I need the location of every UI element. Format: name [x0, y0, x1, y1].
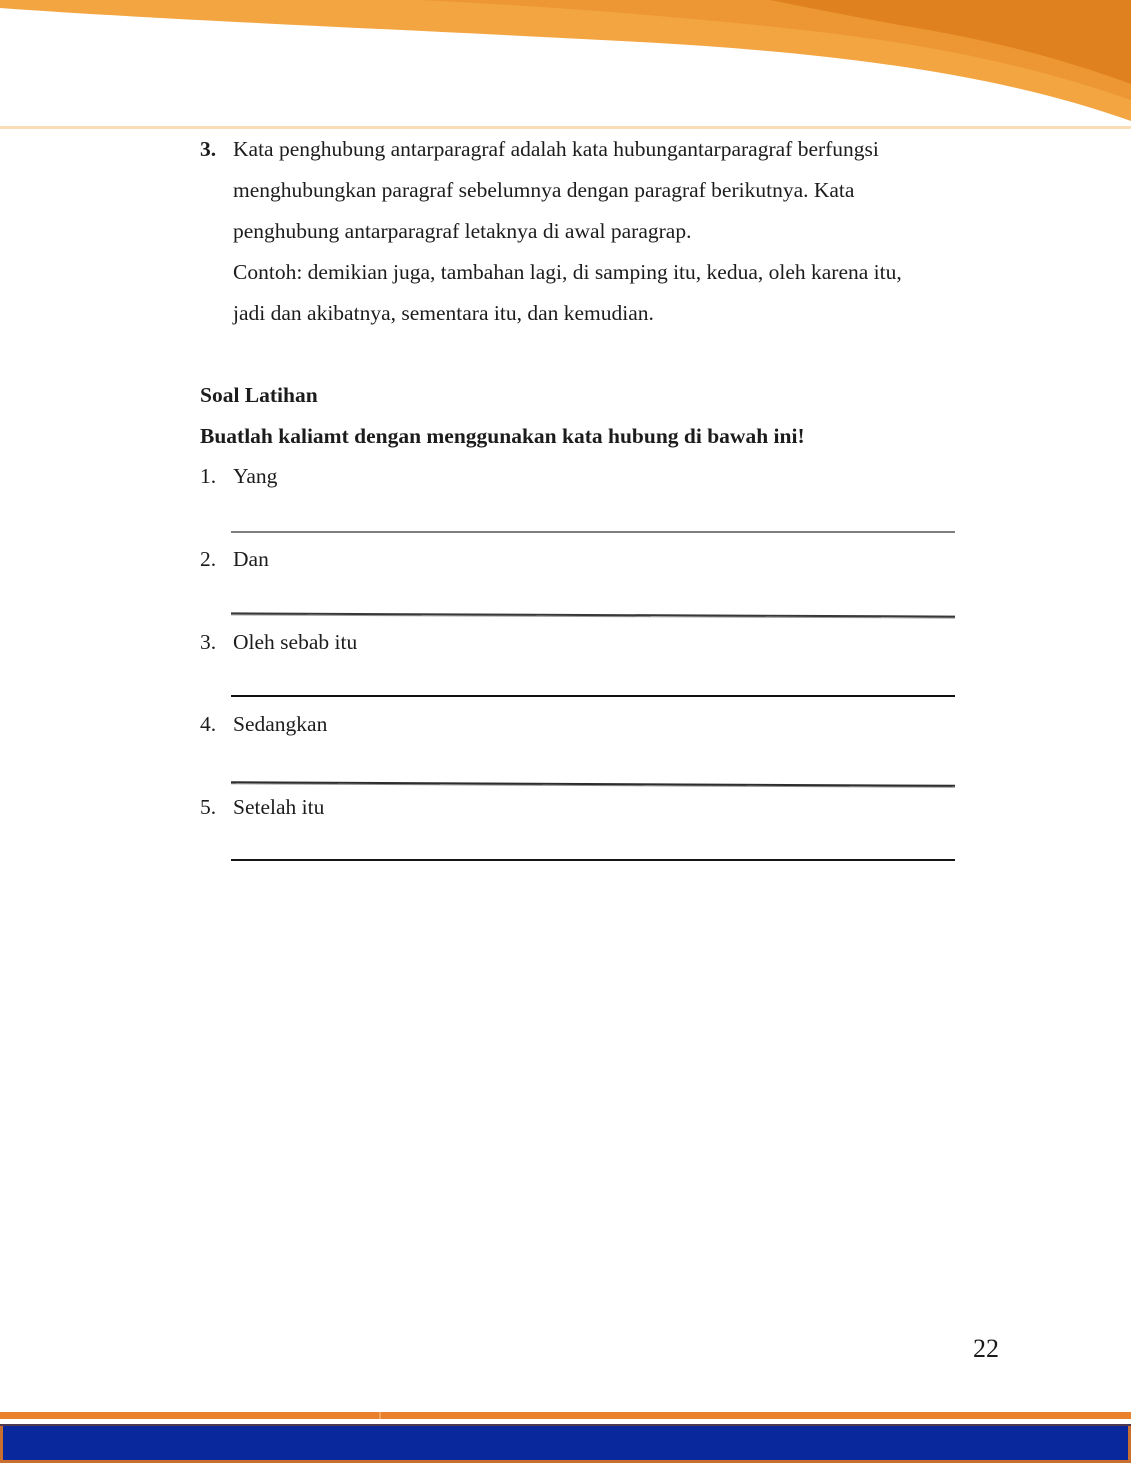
exercise-item-5-number: 5. [200, 795, 217, 819]
answer-line-1 [231, 531, 955, 533]
exercise-instruction: Buatlah kaliamt dengan menggunakan kata hubung di bawah ini! [200, 424, 805, 448]
footer-orange-bar [0, 1412, 1131, 1419]
exercise-item-3-number: 3. [200, 630, 217, 654]
item3-line-5: jadi dan akibatnya, sementara itu, dan kemudian. [233, 301, 654, 325]
exercise-item-4-number: 4. [200, 712, 217, 736]
item3-text [233, 129, 1020, 334]
exercise-item-4 [200, 710, 327, 738]
paragraph-item-3 [200, 129, 1020, 334]
exercise-item-2 [200, 545, 269, 573]
exercise-item-5 [200, 793, 324, 821]
header-wave-graphic [0, 0, 1131, 130]
exercise-item-5-label: Setelah itu [233, 795, 325, 819]
item3-line-4: Contoh: demikian juga, tambahan lagi, di samping itu, kedua, oleh karena itu, [233, 260, 902, 284]
page-number: 22 [973, 1334, 999, 1363]
exercise-item-3 [200, 628, 357, 656]
item3-number: 3. [200, 137, 217, 161]
item3-line-2: menghubungkan paragraf sebelumnya dengan paragraf berikutnya. Kata [233, 178, 855, 202]
answer-line-2 [231, 612, 955, 617]
answer-line-3 [231, 695, 955, 697]
item3-line-3: penghubung antarparagraf letaknya di awal paragrap. [233, 219, 692, 243]
footer-orange-bar-divider [379, 1412, 381, 1419]
footer-bottom-orange-line [0, 1460, 1131, 1463]
exercise-heading: Soal Latihan [200, 383, 318, 407]
exercise-item-1 [200, 462, 277, 490]
item3-line-1: Kata penghubung antarparagraf adalah kata hubungantarparagraf berfungsi [233, 137, 879, 161]
answer-line-5 [231, 859, 955, 861]
exercise-item-4-label: Sedangkan [233, 712, 328, 736]
exercise-item-3-label: Oleh sebab itu [233, 630, 358, 654]
exercise-item-2-number: 2. [200, 547, 217, 571]
exercise-item-1-label: Yang [233, 464, 278, 488]
answer-line-4 [231, 781, 955, 787]
exercise-item-2-label: Dan [233, 547, 269, 571]
exercise-item-1-number: 1. [200, 464, 217, 488]
footer-blue-bar [0, 1426, 1131, 1460]
